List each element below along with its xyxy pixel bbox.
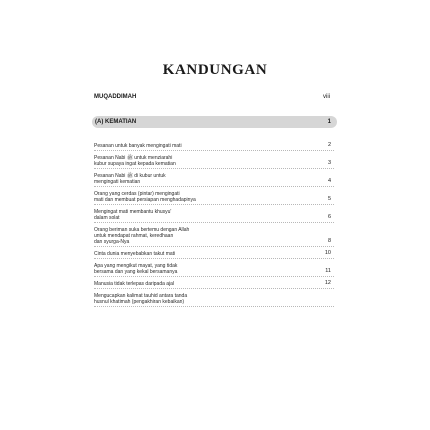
toc-entry[interactable]: [94, 292, 334, 307]
toc-entry-page: 8: [327, 238, 331, 244]
toc-entry-title-line: dalam solat: [94, 215, 120, 221]
toc-entry-title-line: Manusia tidak terlepas daripada ajal: [94, 281, 175, 287]
toc-entry-title-line: Mengucapkan kalimat tauhid antara tanda: [94, 293, 188, 299]
toc-entry[interactable]: [94, 280, 334, 289]
toc-entry[interactable]: [94, 208, 334, 223]
toc-entry[interactable]: [94, 250, 334, 259]
toc-entry-title-line: kubur supaya ingat kepada kematian: [94, 161, 176, 167]
toc-entry-title-line: Orang yang cerdas (pintar) mengingati: [94, 191, 180, 197]
toc-entry[interactable]: [94, 154, 334, 169]
toc-section-page: 1: [327, 119, 331, 125]
toc-entry-page: 6: [327, 214, 331, 220]
toc-entry-title-line: mati dan membuat persiapan menghadapinya: [94, 197, 196, 203]
toc-entry-title-line: mengingati kematian: [94, 179, 141, 185]
toc-section-header[interactable]: [92, 116, 337, 128]
toc-entry-page: 3: [327, 160, 331, 166]
toc-entry-title-line: untuk mendapat rahmat, keredhaan: [94, 233, 174, 239]
toc-preface-label: MUQADDIMAH: [94, 94, 137, 100]
toc-entry-title-line: dan syurga-Nya: [94, 239, 130, 245]
toc-entry-title-line: Orang beriman suka bertemu dengan Allah: [94, 227, 190, 233]
toc-entry-title-line: bersama dan yang kekal bersamanya: [94, 269, 178, 275]
toc-entry-title-line: Pesanan Nabi ﷺ untuk menziarahi: [94, 155, 173, 161]
toc-entry-page: 5: [327, 196, 331, 202]
toc-preface-page: viii: [323, 94, 330, 100]
toc-entry[interactable]: [94, 142, 334, 151]
toc-entry-title-line: Apa yang mengikut mayat, yang tidak: [94, 263, 178, 269]
toc-entry-title-line: Mengingat mati membantu khusyu': [94, 209, 172, 215]
toc-entry-title-line: husnul khatimah (pengakhiran kebaikan): [94, 299, 185, 305]
toc-entry[interactable]: [94, 226, 334, 247]
toc-entry-page: 2: [327, 142, 331, 148]
toc-entry[interactable]: [94, 262, 334, 277]
toc-entry-page: 4: [327, 178, 331, 184]
toc-section-label: (A) KEMATIAN: [95, 119, 137, 125]
toc-entry-list: [94, 142, 334, 310]
toc-entry-title-line: Pesanan Nabi ﷺ di kubur untuk: [94, 173, 166, 179]
toc-entry[interactable]: [94, 172, 334, 187]
page-title: KANDUNGAN: [162, 62, 268, 78]
toc-entry[interactable]: [94, 190, 334, 205]
toc-entry-page: 12: [324, 280, 331, 286]
toc-entry-page: 10: [324, 250, 331, 256]
toc-preface-row[interactable]: [94, 94, 334, 100]
toc-entry-page: 11: [325, 268, 331, 274]
toc-entry-title-line: Cinta dunia menyebabkan takut mati: [94, 251, 176, 257]
toc-entry-title-line: Pesanan untuk banyak mengingati mati: [94, 143, 182, 149]
